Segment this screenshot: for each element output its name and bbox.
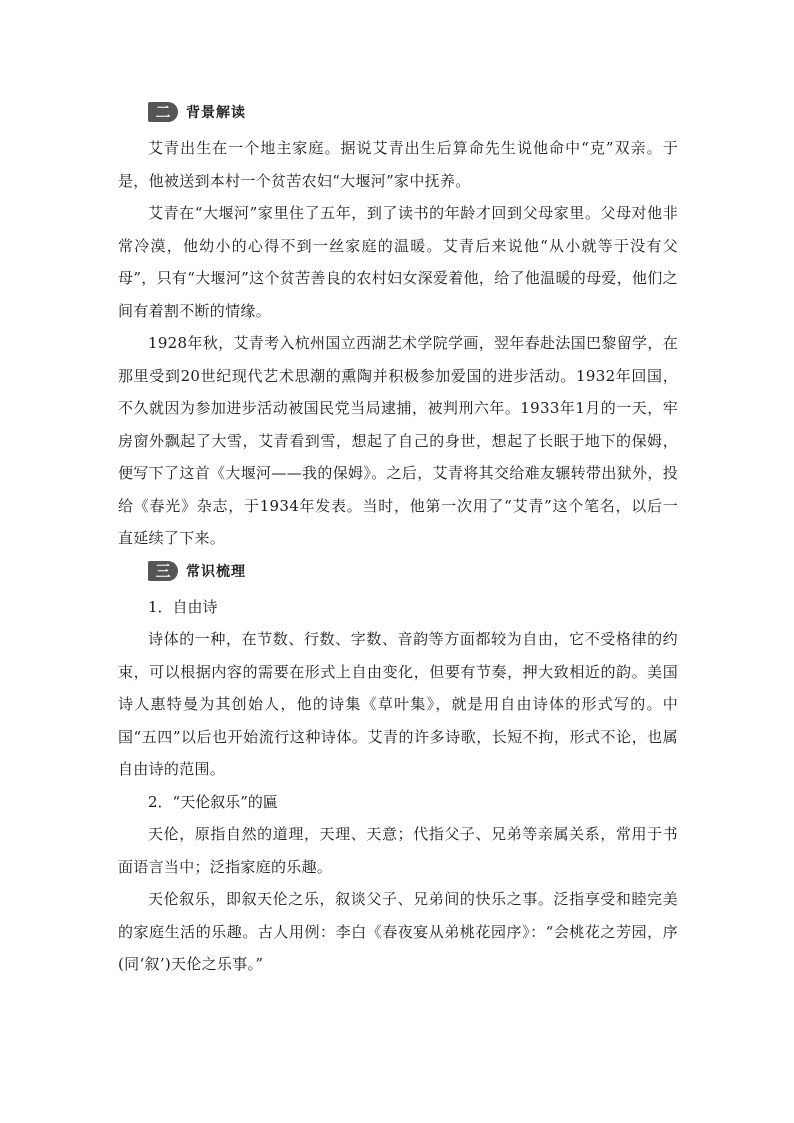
paragraph: 天伦，原指自然的道理，天理、天意；代指父子、兄弟等亲属关系，常用于书面语言当中；泛指家庭的乐趣。: [118, 825, 678, 876]
paragraph: 艾青在“大堰河”家里住了五年，到了读书的年龄才回到父母家里。父母对他非常冷漠，他幼小的心得不到一丝家庭的温暖。艾青后来说他“从小就等于没有父母”，只有“大堰河”这个贫苦善良的农村妇女深爱着他，给了他温暖的母爱，他们之间有着割不断的情缘。: [118, 204, 678, 320]
paragraph: 艾青出生在一个地主家庭。据说艾青出生后算命先生说他命中“克”双亲。于是，他被送到本村一个贫苦农妇“大堰河”家中抚养。: [118, 139, 678, 190]
subsection-heading: 1．自由诗: [148, 597, 218, 616]
section-header-knowledge: [118, 557, 678, 585]
document-page: [118, 98, 678, 981]
section-number-badge: 三: [148, 561, 178, 581]
section-title: 常识梳理: [186, 563, 246, 580]
section-title: 背景解读: [186, 105, 246, 121]
paragraph: 诗体的一种，在节数、行数、字数、音韵等方面都较为自由，它不受格律的约束，可以根据内容的需要在形式上自由变化，但要有节奏，押大致相近的韵。美国诗人惠特曼为其创始人，他的诗集《草叶集》，就是用自由诗体的形式写的。中国“五四”以后也开始流行这种诗体。艾青的许多诗歌，长短不拘，形式不论，也属自由诗的范围。: [118, 630, 678, 778]
subsection-heading: 2．“天伦叙乐”的匾: [148, 792, 278, 811]
section-header-background: [118, 98, 678, 126]
paragraph: 天伦叙乐，即叙天伦之乐，叙谈父子、兄弟间的快乐之事。泛指享受和睦完美的家庭生活的乐趣。古人用例：李白《春夜宴从弟桃花园序》：“会桃花之芳园，序(同‘叙’)天伦之乐事。”: [118, 890, 678, 973]
paragraph: 1928年秋，艾青考入杭州国立西湖艺术学院学画，翌年春赴法国巴黎留学，在那里受到20世纪现代艺术思潮的熏陶并积极参加爱国的进步活动。1932年回国，不久就因为参加进步活动被国民党当局逮捕，被判刑六年。1933年1月的一天，牢房窗外飘起了大雪，艾青看到雪，想起了自己的身世，想起了长眠于地下的保姆，便写下了这首《大堰河——我的保姆》。之后，艾青将其交给难友辗转带出狱外，投给《春光》杂志，于1934年发表。当时，他第一次用了“艾青”这个笔名，以后一直延续了下来。: [118, 334, 678, 547]
section-number-badge: 二: [148, 102, 178, 122]
